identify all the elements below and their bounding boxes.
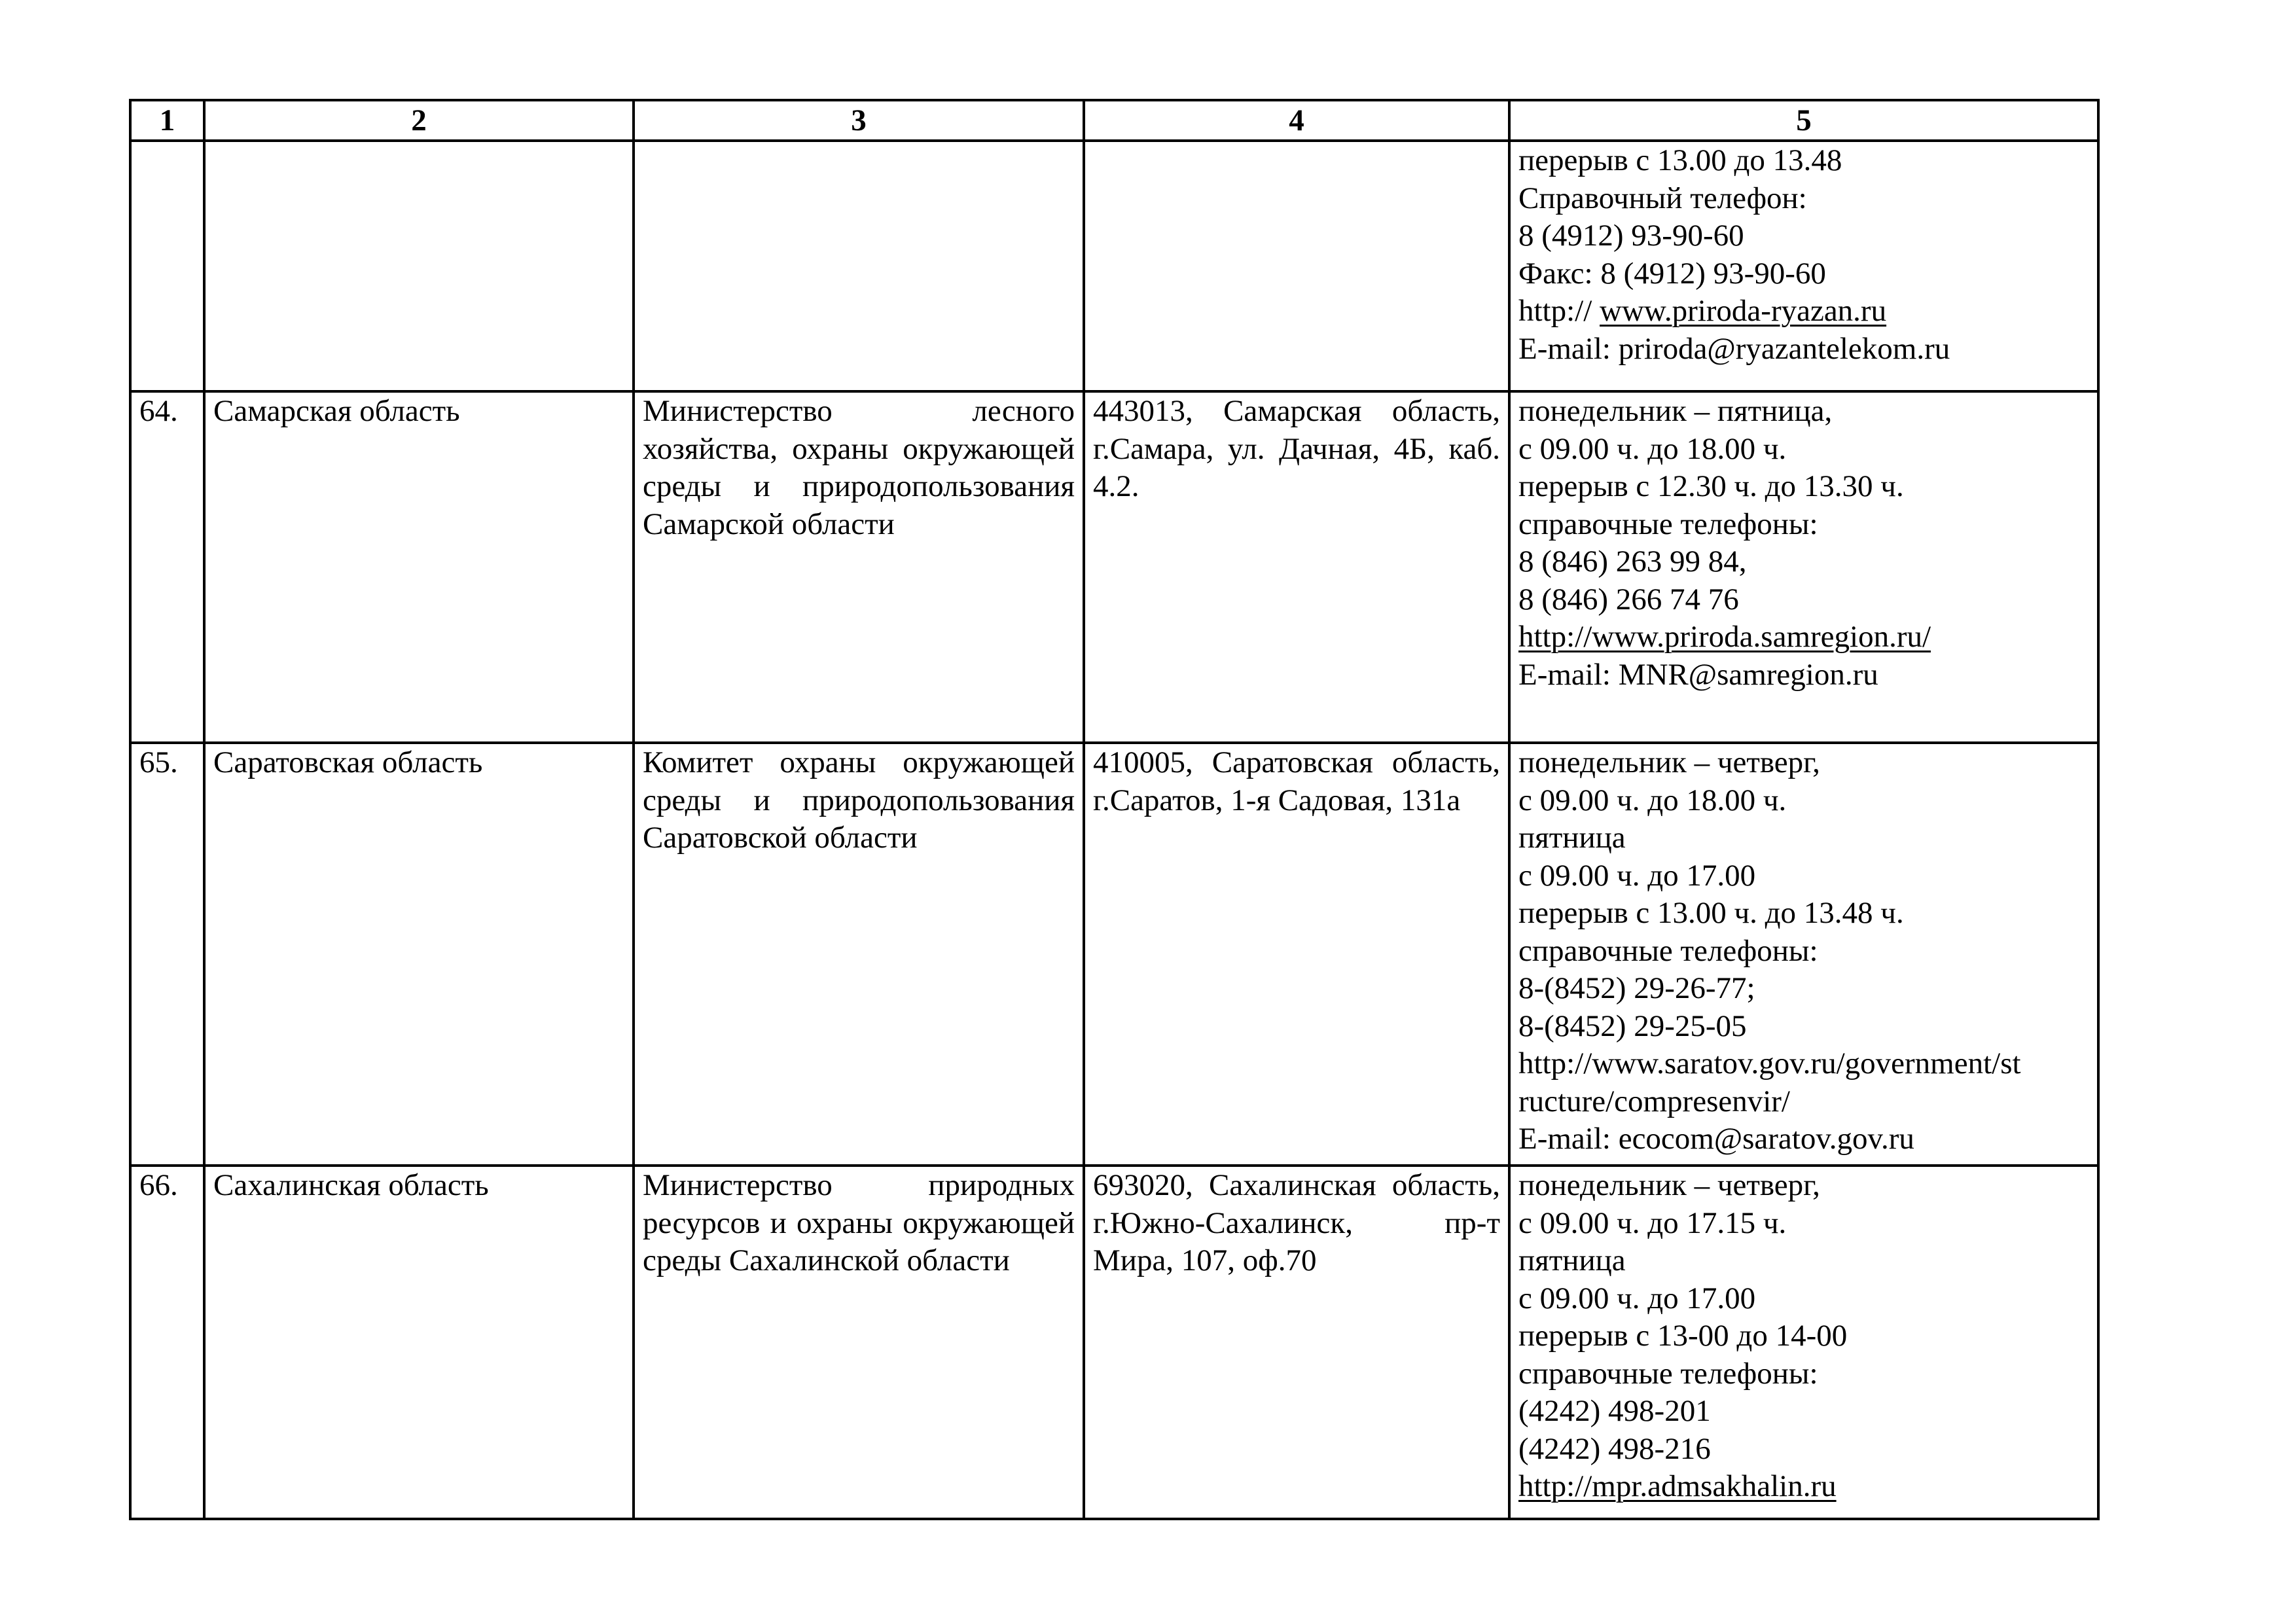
contact-line: справочные телефоны: [1518, 507, 1818, 541]
contact-line: Факс: 8 (4912) 93-90-60 [1518, 256, 1826, 291]
number-cell: 64. [130, 391, 204, 743]
contact-line: перерыв с 12.30 ч. до 13.30 ч. [1518, 469, 1904, 503]
authority-cell [634, 141, 1084, 391]
address-cell [1084, 141, 1509, 391]
header-cell-4: 4 [1084, 100, 1509, 141]
authority-cell: Министерство лесного хозяйства, охраны окружающей среды и природопользования Самарской области [634, 391, 1084, 743]
contact-cell [1509, 1166, 2098, 1519]
header-cell-5: 5 [1509, 100, 2098, 141]
contact-line: пятница [1518, 821, 1626, 855]
contact-line: Справочный телефон: [1518, 181, 1807, 215]
regional-authorities-table [129, 99, 2100, 1520]
number-cell: 66. [130, 1166, 204, 1519]
contact-line: справочные телефоны: [1518, 933, 1818, 968]
number-cell: 65. [130, 743, 204, 1166]
website-line[interactable]: ructure/compresenvir/ [1518, 1084, 1790, 1118]
contact-line: с 09.00 ч. до 17.00 [1518, 858, 1756, 893]
contact-line: (4242) 498-201 [1518, 1394, 1711, 1428]
contact-line: справочные телефоны: [1518, 1356, 1818, 1391]
contact-line: 8-(8452) 29-26-77; [1518, 971, 1755, 1005]
contact-line: перерыв с 13-00 до 14-00 [1518, 1319, 1848, 1353]
website-line[interactable]: http://www.saratov.gov.ru/government/st [1518, 1046, 2021, 1080]
region-cell: Саратовская область [204, 743, 634, 1166]
email-line[interactable]: E-mail: MNR@samregion.ru [1518, 657, 1878, 692]
address-cell: 443013, Самарская область, г.Самара, ул. Дачная, 4Б, каб. 4.2. [1084, 391, 1509, 743]
region-cell: Самарская область [204, 391, 634, 743]
contact-line: с 09.00 ч. до 18.00 ч. [1518, 783, 1787, 817]
address-cell: 693020, Сахалинская область, г.Южно-Сахалинск, пр-т Мира, 107, оф.70 [1084, 1166, 1509, 1519]
contact-line: перерыв с 13.00 ч. до 13.48 ч. [1518, 896, 1904, 930]
table-row-samara [130, 391, 2098, 743]
contact-line: понедельник – четверг, [1518, 1168, 1820, 1202]
contact-cell [1509, 391, 2098, 743]
number-cell [130, 141, 204, 391]
region-cell: Сахалинская область [204, 1166, 634, 1519]
contact-cell [1509, 743, 2098, 1166]
contact-line: пятница [1518, 1243, 1626, 1277]
email-line[interactable]: E-mail: ecocom@saratov.gov.ru [1518, 1122, 1914, 1156]
website-link[interactable]: www.priroda-ryazan.ru [1600, 294, 1887, 328]
website-prefix: http:// [1518, 294, 1600, 328]
email-line[interactable]: E-mail: priroda@ryazantelekom.ru [1518, 331, 1950, 366]
region-cell [204, 141, 634, 391]
website-link[interactable]: http://mpr.admsakhalin.ru [1518, 1469, 1837, 1503]
header-cell-3: 3 [634, 100, 1084, 141]
contact-line: с 09.00 ч. до 17.15 ч. [1518, 1205, 1787, 1240]
contact-line: понедельник – пятница, [1518, 394, 1833, 428]
contact-line: 8 (846) 266 74 76 [1518, 582, 1739, 616]
contact-line: (4242) 498-216 [1518, 1431, 1711, 1466]
authority-cell: Министерство природных ресурсов и охраны окружающей среды Сахалинской области [634, 1166, 1084, 1519]
website-link[interactable]: http://www.priroda.samregion.ru/ [1518, 620, 1931, 654]
table-row-saratov [130, 743, 2098, 1166]
table-header-row [130, 100, 2098, 141]
contact-line: 8 (846) 263 99 84, [1518, 544, 1747, 579]
contact-line: с 09.00 ч. до 17.00 [1518, 1281, 1756, 1315]
header-cell-1: 1 [130, 100, 204, 141]
contact-line: перерыв с 13.00 до 13.48 [1518, 143, 1842, 177]
table-row-continuation [130, 141, 2098, 391]
contact-line: 8-(8452) 29-25-05 [1518, 1008, 1747, 1043]
contact-line: 8 (4912) 93-90-60 [1518, 219, 1744, 253]
header-cell-2: 2 [204, 100, 634, 141]
contact-line: понедельник – четверг, [1518, 745, 1820, 779]
website-line [1518, 293, 2089, 330]
address-cell: 410005, Саратовская область, г.Саратов, 1-я Садовая, 131а [1084, 743, 1509, 1166]
authority-cell: Комитет охраны окружающей среды и природопользования Саратовской области [634, 743, 1084, 1166]
table-row-sakhalin [130, 1166, 2098, 1519]
contact-cell [1509, 141, 2098, 391]
contact-line: с 09.00 ч. до 18.00 ч. [1518, 431, 1787, 466]
